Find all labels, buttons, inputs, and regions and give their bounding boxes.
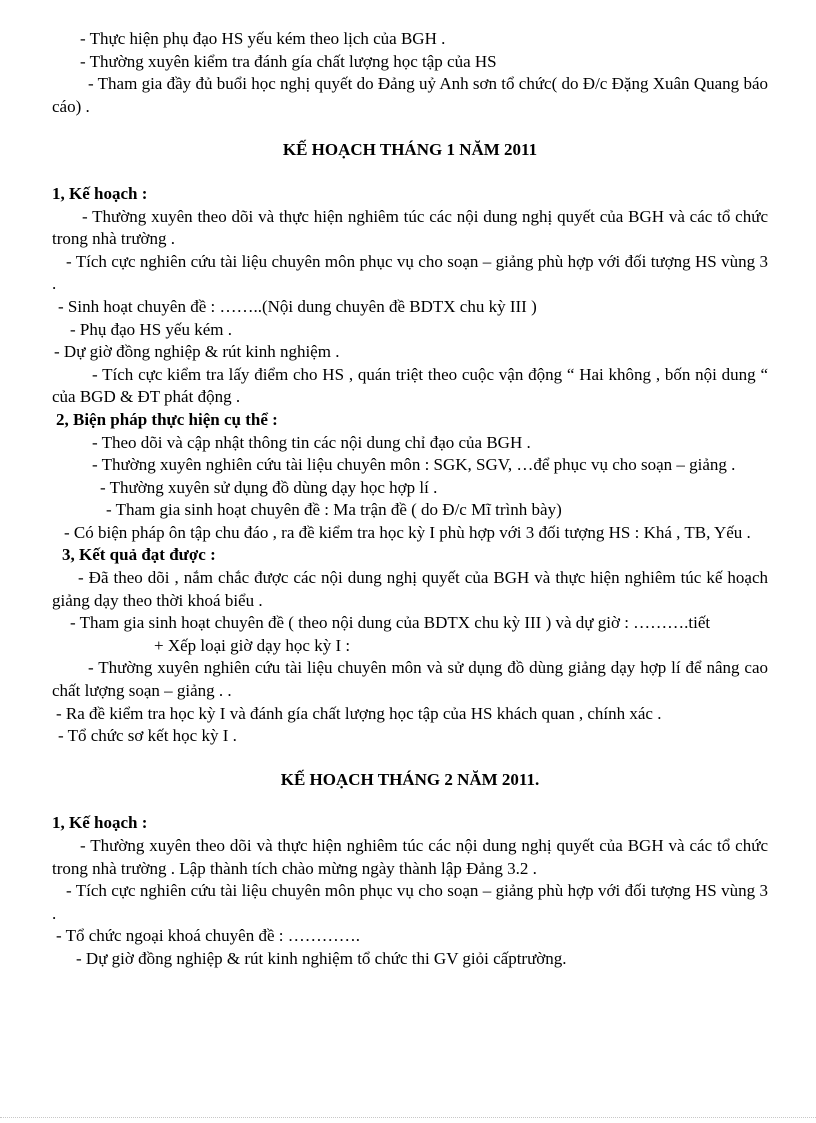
jan-result-item: - Thường xuyên nghiên cứu tài liệu chuyên môn và sử dụng đồ dùng giảng dạy hợp lí để nâng cao chất lượng soạn – giảng . .: [52, 658, 768, 701]
jan-result-item: + Xếp loại giờ dạy học kỳ I :: [154, 635, 351, 655]
feb-plan-item: - Tích cực nghiên cứu tài liệu chuyên môn phục vụ cho soạn – giảng phù hợp với đối tượng HS vùng 3 .: [52, 881, 768, 923]
heading-text: 1, Kế hoạch :: [52, 813, 148, 833]
feb-plan-item: - Dự giờ đồng nghiệp & rút kinh nghiệm tổ chức thi GV giỏi cấptrường.: [76, 948, 567, 968]
page-bottom-divider: [0, 1117, 816, 1118]
feb-plan-item: - Thường xuyên theo dõi và thực hiện nghiêm túc các nội dung nghị quyết của BGH và các tổ chức trong nhà trường . Lập thành tích chào mừng ngày thành lập Đảng 3.2 .: [52, 836, 768, 878]
heading-text: 1, Kế hoạch :: [52, 183, 148, 203]
jan-result-item: - Đã theo dõi , nắm chắc được các nội dung nghị quyết của BGH và thực hiện nghiêm túc kế hoạch giảng dạy theo thời khoá biểu .: [52, 568, 768, 610]
intro-item: - Thực hiện phụ đạo HS yếu kém theo lịch của BGH .: [80, 29, 446, 48]
jan-result-item: - Tham gia sinh hoạt chuyên đề ( theo nội dung của BDTX chu kỳ III ) và dự giờ : ……….tiết: [70, 613, 711, 633]
jan-plan-item: - Sinh hoạt chuyên đề : ……..(Nội dung chuyên đề BDTX chu kỳ III ): [58, 296, 537, 316]
jan-measures-heading: [52, 409, 768, 432]
jan-plan-item: - Dự giờ đồng nghiệp & rút kinh nghiệm .: [54, 342, 340, 362]
jan-measure-item: - Thường xuyên sử dụng đồ dùng dạy học hợp lí .: [100, 477, 438, 497]
intro-item: - Tham gia đầy đủ buổi học nghị quyết do Đảng uỷ Anh sơn tổ chức( do Đ/c Đặng Xuân Quang báo cáo) .: [52, 74, 768, 116]
jan-measure-item: - Tham gia sinh hoạt chuyên đề : Ma trận đề ( do Đ/c Mĩ trình bày): [106, 500, 562, 520]
jan-plan-item: - Thường xuyên theo dõi và thực hiện nghiêm túc các nội dung nghị quyết của BGH và các tổ chức trong nhà trường .: [52, 206, 768, 249]
jan-plan-item: - Tích cực kiểm tra lấy điểm cho HS , quán triệt theo cuộc vận động “ Hai không , bốn nội dung “ của BGD & ĐT phát động .: [52, 364, 768, 407]
feb-plan-item: - Tổ chức ngoại khoá chuyên đề : ………….: [56, 926, 360, 946]
jan-plan-heading: [52, 183, 768, 206]
heading-text: 2, Biện pháp thực hiện cụ thể :: [56, 409, 278, 429]
jan-title: KẾ HOẠCH THÁNG 1 NĂM 2011: [282, 140, 538, 160]
jan-plan-item: - Phụ đạo HS yếu kém .: [70, 319, 232, 339]
jan-plan-item: - Tích cực nghiên cứu tài liệu chuyên môn phục vụ cho soạn – giảng phù hợp với đối tượng HS vùng 3 .: [52, 251, 768, 294]
jan-measure-item: - Thường xuyên nghiên cứu tài liệu chuyên môn : SGK, SGV, …để phục vụ cho soạn – giảng .: [92, 455, 736, 475]
document-page: [52, 28, 768, 971]
intro-item: - Thường xuyên kiểm tra đánh gía chất lượng học tập của HS: [80, 51, 497, 71]
jan-results-heading: [52, 544, 768, 567]
heading-text: 3, Kết quả đạt được :: [62, 545, 216, 565]
jan-result-item: - Tổ chức sơ kết học kỳ I .: [58, 726, 237, 746]
feb-title: KẾ HOẠCH THÁNG 2 NĂM 2011.: [280, 769, 540, 789]
jan-result-item: - Ra đề kiểm tra học kỳ I và đánh gía chất lượng học tập của HS khách quan , chính xác .: [56, 703, 662, 723]
jan-measure-item: - Theo dõi và cập nhật thông tin các nội dung chỉ đạo của BGH .: [92, 432, 531, 452]
jan-measure-item: - Có biện pháp ôn tập chu đáo , ra đề kiểm tra học kỳ I phù hợp với 3 đối tượng HS : Khá , TB, Yếu .: [64, 522, 751, 542]
feb-plan-heading: [52, 812, 768, 835]
